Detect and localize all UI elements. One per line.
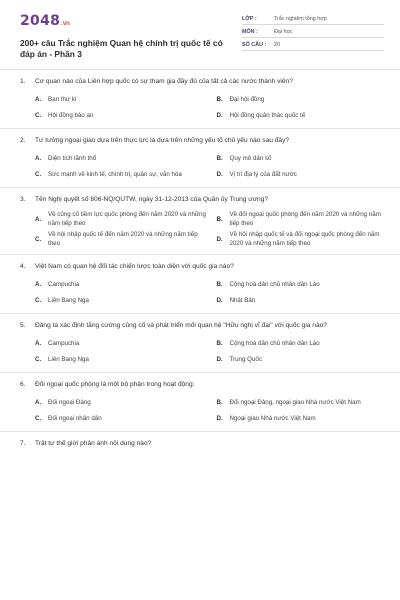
answer-options — [20, 395, 384, 427]
question-text — [20, 136, 384, 146]
option-text: Về đối ngoại quốc phòng đến năm 2020 và những năm tiếp theo — [229, 211, 381, 227]
option-text: Đối ngoại Đảng — [48, 398, 91, 406]
answer-option[interactable] — [35, 151, 210, 167]
question-prompt: Việt Nam có quan hệ đối tác chiến lược toàn diện với quốc gia nào? — [35, 263, 234, 270]
site-logo[interactable] — [20, 13, 238, 35]
answer-option[interactable] — [35, 336, 210, 352]
question-text — [20, 439, 384, 449]
answer-options — [20, 151, 384, 183]
option-text: Diện tích lãnh thổ — [48, 154, 97, 162]
option-letter: B. — [216, 280, 223, 288]
option-letter: D. — [216, 235, 223, 243]
meta-row-count — [242, 39, 384, 51]
option-text: Hội đồng bảo an — [48, 111, 94, 119]
question-text — [20, 380, 384, 390]
meta-label: SỐ CÂU : — [242, 41, 267, 48]
brand-block — [20, 9, 238, 60]
meta-row-class — [242, 13, 384, 25]
logo-main-text: 2048 — [20, 13, 61, 29]
option-text: Trung Quốc — [229, 355, 262, 363]
question-text — [20, 77, 384, 87]
option-text: Ban thư kí — [48, 95, 77, 103]
option-letter: A. — [35, 215, 42, 223]
option-text: Liên Bang Nga — [48, 296, 89, 304]
option-text: Cộng hoà dân chủ nhân dân Lào — [229, 280, 320, 288]
option-text: Nhật Bản — [229, 296, 256, 304]
document-header — [20, 9, 384, 69]
question-item — [20, 373, 384, 432]
question-number: 4. — [20, 263, 26, 270]
option-letter: B. — [216, 95, 223, 103]
option-letter: D. — [216, 414, 223, 422]
answer-options — [20, 336, 384, 368]
question-item — [20, 70, 384, 129]
option-text: Campuchia — [48, 280, 80, 288]
option-text: Về hội nhập quốc tế đến năm 2020 và những năm tiếp theo — [48, 231, 198, 247]
option-letter: C. — [35, 414, 42, 422]
option-text: Quy mô dân số — [229, 154, 272, 162]
option-text: Sức mạnh về kinh tế, chính trị, quân sự, văn hóa — [48, 170, 182, 178]
option-letter: D. — [216, 355, 223, 363]
option-text: Vị trí địa lý của đất nước — [229, 170, 297, 178]
option-letter: D. — [216, 111, 223, 119]
answer-option[interactable] — [35, 352, 210, 368]
answer-option[interactable] — [210, 352, 385, 368]
question-number: 5. — [20, 322, 26, 329]
option-letter: D. — [216, 170, 223, 178]
question-item — [20, 255, 384, 314]
option-letter: B. — [216, 398, 223, 406]
option-text: Về củng cố tiềm lực quốc phòng đến năm 2020 và những năm tiếp theo — [48, 211, 206, 227]
question-text — [20, 262, 384, 272]
logo-domain-text: .vn — [61, 21, 70, 27]
document-title: 200+ câu Trắc nghiệm Quan hệ chính trị quốc tế có đáp án - Phần 3 — [20, 38, 223, 59]
question-item — [20, 432, 384, 449]
answer-option[interactable] — [35, 230, 210, 250]
question-text — [20, 321, 384, 331]
document-meta — [242, 13, 384, 52]
answer-options — [20, 92, 384, 124]
option-text: Liên Bang Nga — [48, 355, 89, 363]
option-letter: C. — [35, 296, 42, 304]
option-letter: C. — [35, 235, 42, 243]
option-letter: A. — [35, 398, 42, 406]
question-text — [20, 195, 384, 205]
question-prompt: Đối ngoại quốc phòng là một bộ phận trong hoạt động: — [35, 381, 195, 388]
meta-value: Trắc nghiệm tổng hợp — [274, 15, 327, 22]
answer-option[interactable] — [35, 293, 210, 309]
option-text: Cộng hoà dân chủ nhân dân Lào — [229, 339, 320, 347]
option-letter: C. — [35, 111, 42, 119]
answer-option[interactable] — [210, 230, 385, 250]
question-prompt: Đảng ta xác định tăng cường củng cố và phát triển mối quan hệ "Hữu nghị vĩ đại" với quốc gia nào? — [35, 322, 327, 329]
option-text: Campuchia — [48, 339, 80, 347]
option-text: Về hội nhập quốc tế và đối ngoại quốc phòng đến năm 2020 và những năm tiếp theo — [229, 231, 380, 247]
answer-option[interactable] — [210, 108, 385, 124]
question-number: 2. — [20, 137, 26, 144]
question-prompt: Cơ quan nào của Liên hợp quốc có sự tham gia đầy đủ của tất cả các nước thành viên? — [35, 78, 293, 85]
meta-label: MÔN : — [242, 28, 258, 35]
answer-option[interactable] — [35, 210, 210, 230]
option-text: Ngoại giao Nhà nước Việt Nam — [229, 414, 316, 422]
answer-options — [20, 210, 384, 250]
answer-option[interactable] — [35, 108, 210, 124]
question-item — [20, 129, 384, 188]
answer-options — [20, 277, 384, 309]
option-letter: A. — [35, 339, 42, 347]
question-number: 7. — [20, 440, 26, 447]
answer-option[interactable] — [210, 92, 385, 108]
answer-option[interactable] — [210, 411, 385, 427]
option-letter: A. — [35, 95, 42, 103]
answer-option[interactable] — [210, 336, 385, 352]
question-list — [20, 70, 384, 449]
option-letter: C. — [35, 355, 42, 363]
option-letter: A. — [35, 154, 42, 162]
answer-option[interactable] — [210, 151, 385, 167]
meta-value: Đại học — [274, 28, 293, 35]
question-number: 1. — [20, 78, 26, 85]
option-text: Đối ngoại nhân dân — [48, 414, 102, 422]
question-prompt: Tư tưởng ngoại giao dựa trên thực lực là dựa trên những yếu tố chủ yếu nào sau đây? — [35, 137, 290, 144]
option-letter: B. — [216, 215, 223, 223]
question-number: 6. — [20, 381, 26, 388]
option-text: Hội đồng quản thác quốc tế — [229, 111, 306, 119]
question-number: 3. — [20, 196, 26, 203]
question-prompt: Tên Nghị quyết số 806-NQ/QUTW, ngày 31-12-2013 của Quân ủy Trung ương? — [35, 196, 269, 203]
option-letter: B. — [216, 339, 223, 347]
question-prompt: Trật tự thế giới phản ánh nội dung nào? — [35, 440, 152, 447]
answer-option[interactable] — [35, 167, 210, 183]
answer-option[interactable] — [210, 210, 385, 230]
question-item — [20, 314, 384, 373]
option-text: Đại hội đồng — [229, 95, 265, 103]
answer-option[interactable] — [35, 277, 210, 293]
option-text: Đối ngoại Đảng, ngoại giao Nhà nước Việt Nam — [229, 398, 361, 406]
answer-option[interactable] — [210, 293, 385, 309]
meta-row-subject — [242, 26, 384, 38]
answer-option[interactable] — [35, 395, 210, 411]
question-item — [20, 188, 384, 255]
option-letter: B. — [216, 154, 223, 162]
answer-option[interactable] — [35, 411, 210, 427]
option-letter: D. — [216, 296, 223, 304]
answer-option[interactable] — [210, 395, 385, 411]
meta-value: 20 — [274, 41, 280, 48]
answer-option[interactable] — [210, 167, 385, 183]
option-letter: A. — [35, 280, 42, 288]
answer-option[interactable] — [210, 277, 385, 293]
option-letter: C. — [35, 170, 42, 178]
meta-label: LỚP : — [242, 15, 257, 22]
answer-option[interactable] — [35, 92, 210, 108]
